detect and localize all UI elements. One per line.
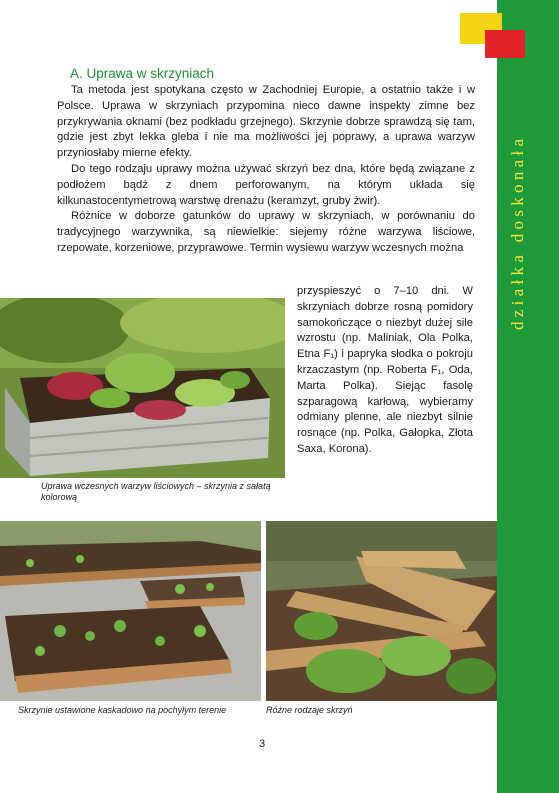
photo-triangular-boxes	[266, 521, 497, 701]
vertical-sidebar-title: działka doskonała	[508, 134, 527, 330]
photo-lettuce-box	[0, 298, 285, 478]
caption-photo-1: Uprawa wczesnych warzyw liściowych – skrzynia z sałatą kolorową	[41, 481, 271, 502]
caption-photo-3: Różne rodzaje skrzyń	[266, 705, 353, 715]
photo-cascade-boxes	[0, 521, 261, 701]
main-text	[57, 66, 475, 257]
paragraph-3-right-column: przyspieszyć o 7–10 dni. W skrzyniach dobrze rosną pomidory samokończące o niezbyt dużej sile wzrostu (np. Maliniak, Ola Polka, Etna F₁) i papryka słodka o pokroju krzaczastym (np. Roberta F₁, Oda, Marta Polka). Siejąc fasolę szparagową karłową, wybieramy odmiany plenne, ale niezbyt silnie rosnące (np. Polka, Gałopka, Złota Saxa, Korona).	[297, 285, 473, 455]
red-square-decoration	[485, 30, 525, 58]
paragraph-2: Do tego rodzaju uprawy można używać skrzyń bez dna, które będą związane z podłożem bądź z dnem perforowanym, na którym układa się kilkunastocentymetrową warstwę drenażu (keramzyt, gruby żwir).	[57, 162, 475, 207]
paragraph-1: Ta metoda jest spotykana często w Zachodniej Europie, a ostatnio także i w Polsce. Uprawa w skrzyniach przypomina nieco dawne inspekty zimne bez przykrywania oknami (bez podkładu grzejnego). Skrzynie dobrze sprawdzą się tam, gdzie jest zbyt lekka gleba i nie ma możliwości jej poprawy, a uprawa warzyw przyniosłaby mierne efekty.	[57, 84, 475, 160]
section-heading: A. Uprawa w skrzyniach	[70, 66, 215, 81]
caption-photo-2: Skrzynie ustawione kaskadowo na pochyłym terenie	[18, 705, 227, 715]
paragraph-3-top: Różnice w doborze gatunków do uprawy w skrzyniach, w porównaniu do tradycyjnego warzywnika, są niewielkie: siejemy różne warzywa liściowe, rzepowate, korzeniowe, przyprawowe. Termin wysiewu warzyw wczesnych można	[57, 210, 475, 254]
page-number: 3	[259, 738, 266, 750]
